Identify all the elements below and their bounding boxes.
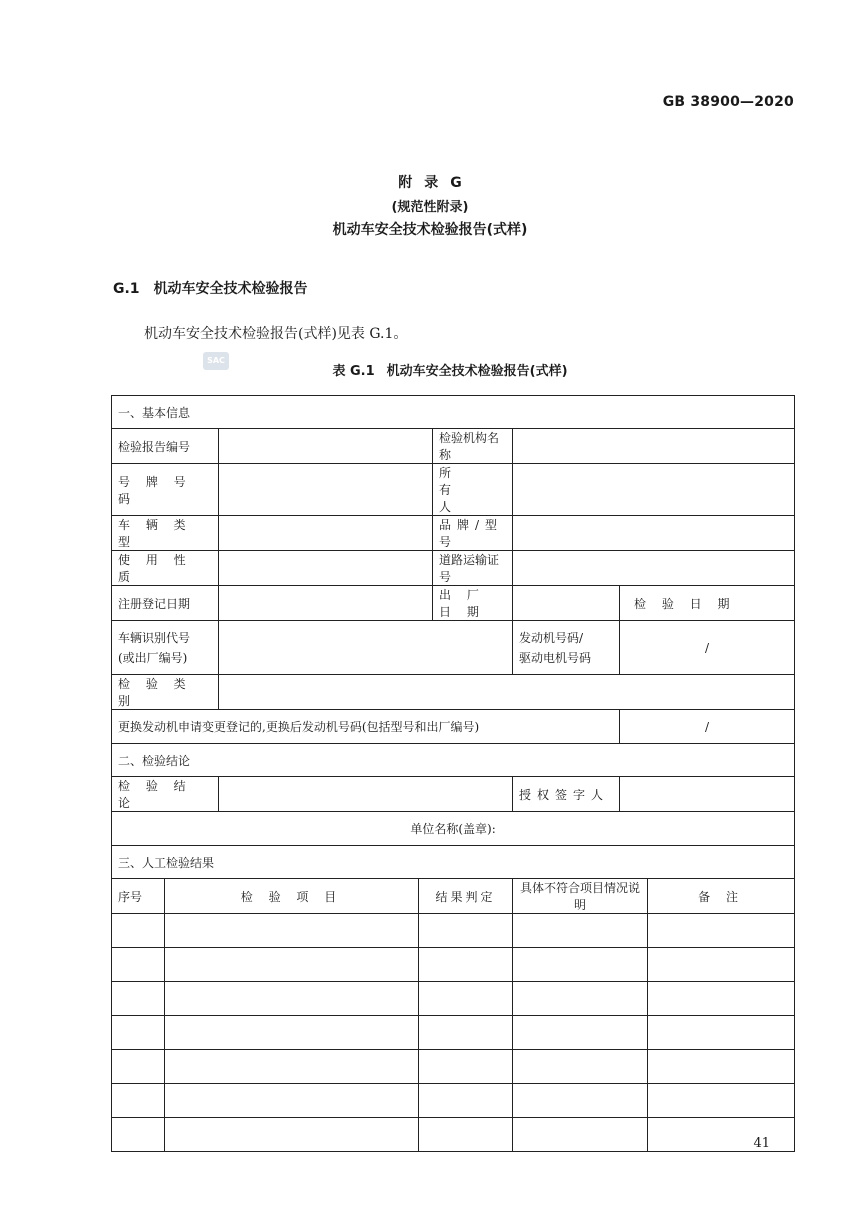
label-vin-line2: (或出厂编号) <box>118 650 188 665</box>
cell-seq[interactable] <box>112 1118 165 1152</box>
table-row <box>112 948 795 982</box>
label-engine-line1: 发动机号码/ <box>519 630 584 645</box>
label-road-permit: 道路运输证号 <box>433 551 513 586</box>
table-row <box>112 914 795 948</box>
field-conclusion[interactable] <box>219 777 513 812</box>
cell-remarks[interactable] <box>648 1050 795 1084</box>
field-agency-name[interactable] <box>513 429 795 464</box>
col-header-item: 检 验 项 目 <box>165 879 419 914</box>
field-brand-model[interactable] <box>513 516 795 551</box>
label-engine-change: 更换发动机申请变更登记的,更换后发动机号码(包括型号和出厂编号) <box>112 710 620 744</box>
cell-seq[interactable] <box>112 914 165 948</box>
label-engine-no <box>513 621 620 675</box>
cell-remarks[interactable] <box>648 1016 795 1050</box>
cell-remarks[interactable] <box>648 1084 795 1118</box>
table-caption-title: 机动车安全技术检验报告(式样) <box>386 364 568 379</box>
cell-result[interactable] <box>419 1084 513 1118</box>
field-engine-no[interactable]: / <box>620 621 795 675</box>
cell-item[interactable] <box>165 1118 419 1152</box>
table-caption <box>0 360 860 379</box>
field-vehicle-type[interactable] <box>219 516 433 551</box>
col-header-result: 结果判定 <box>419 879 513 914</box>
field-signatory[interactable] <box>620 777 795 812</box>
label-use-nature: 使 用 性 质 <box>112 551 219 586</box>
field-vin[interactable] <box>219 621 513 675</box>
cell-remarks[interactable] <box>648 1118 795 1152</box>
section-conclusion-heading: 二、检验结论 <box>112 744 795 777</box>
cell-result[interactable] <box>419 1118 513 1152</box>
label-inspect-category: 检 验 类 别 <box>112 675 219 710</box>
cell-remarks[interactable] <box>648 914 795 948</box>
cell-remarks[interactable] <box>648 948 795 982</box>
cell-item[interactable] <box>165 914 419 948</box>
section-number: G.1 <box>113 281 140 297</box>
label-agency-name: 检验机构名称 <box>433 429 513 464</box>
label-inspect-date <box>620 586 795 621</box>
appendix-label <box>0 172 860 192</box>
field-road-permit[interactable] <box>513 551 795 586</box>
field-engine-change[interactable]: / <box>620 710 795 744</box>
appendix-label-char: 录 <box>424 175 439 191</box>
field-reg-date[interactable] <box>219 586 433 621</box>
cell-description[interactable] <box>513 1084 648 1118</box>
label-vin <box>112 621 219 675</box>
table-row <box>112 1118 795 1152</box>
table-row <box>112 982 795 1016</box>
label-owner: 所 有 人 <box>433 464 513 516</box>
cell-item[interactable] <box>165 1016 419 1050</box>
table-row <box>112 1050 795 1084</box>
table-row <box>112 1084 795 1118</box>
cell-item[interactable] <box>165 1050 419 1084</box>
cell-item[interactable] <box>165 1084 419 1118</box>
cell-remarks[interactable] <box>648 982 795 1016</box>
cell-result[interactable] <box>419 1016 513 1050</box>
label-factory-date: 出 厂 日 期 <box>433 586 513 621</box>
cell-result[interactable] <box>419 982 513 1016</box>
col-header-description: 具体不符合项目情况说明 <box>513 879 648 914</box>
appendix-label-char: G <box>450 175 462 191</box>
inspection-report-table <box>111 395 795 1152</box>
cell-seq[interactable] <box>112 1084 165 1118</box>
label-inspect-date-text: 检 验 日 期 <box>634 596 736 611</box>
field-unit-seal[interactable] <box>112 812 795 846</box>
field-report-no[interactable] <box>219 429 433 464</box>
label-engine-line2: 驱动电机号码 <box>519 650 592 665</box>
table-caption-number: 表 G.1 <box>332 364 375 379</box>
appendix-title: 机动车安全技术检验报告(式样) <box>332 222 528 238</box>
cell-result[interactable] <box>419 914 513 948</box>
cell-item[interactable] <box>165 982 419 1016</box>
appendix-normative: (规范性附录) <box>391 200 469 215</box>
cell-description[interactable] <box>513 948 648 982</box>
field-use-nature[interactable] <box>219 551 433 586</box>
label-vehicle-type: 车 辆 类 型 <box>112 516 219 551</box>
cell-result[interactable] <box>419 948 513 982</box>
body-paragraph: 机动车安全技术检验报告(式样)见表 G.1。 <box>144 326 408 342</box>
section-basic-info-heading: 一、基本信息 <box>112 396 795 429</box>
cell-description[interactable] <box>513 1016 648 1050</box>
cell-item[interactable] <box>165 948 419 982</box>
section-title: 机动车安全技术检验报告 <box>153 281 308 297</box>
section-heading <box>113 278 308 298</box>
section-manual-heading: 三、人工检验结果 <box>112 846 795 879</box>
publisher-watermark-logo: SAC <box>203 352 229 370</box>
cell-result[interactable] <box>419 1050 513 1084</box>
cell-seq[interactable] <box>112 982 165 1016</box>
label-signatory: 授权签字人 <box>513 777 620 812</box>
cell-description[interactable] <box>513 982 648 1016</box>
field-inspect-category[interactable] <box>219 675 795 710</box>
cell-description[interactable] <box>513 914 648 948</box>
appendix-label-char: 附 <box>398 175 413 191</box>
cell-seq[interactable] <box>112 1016 165 1050</box>
field-factory-date[interactable] <box>513 586 620 621</box>
label-unit-seal: 单位名称(盖章): <box>410 822 496 836</box>
cell-seq[interactable] <box>112 948 165 982</box>
label-brand-model: 品牌/型号 <box>433 516 513 551</box>
field-owner[interactable] <box>513 464 795 516</box>
standard-code: GB 38900—2020 <box>662 94 794 110</box>
label-conclusion: 检 验 结 论 <box>112 777 219 812</box>
table-row <box>112 1016 795 1050</box>
label-report-no: 检验报告编号 <box>112 429 219 464</box>
cell-seq[interactable] <box>112 1050 165 1084</box>
col-header-seq: 序号 <box>112 879 165 914</box>
label-plate-no: 号 牌 号 码 <box>112 464 219 516</box>
cell-description[interactable] <box>513 1050 648 1084</box>
col-header-remarks: 备 注 <box>648 879 795 914</box>
cell-description[interactable] <box>513 1118 648 1152</box>
label-vin-line1: 车辆识别代号 <box>118 630 191 645</box>
field-plate-no[interactable] <box>219 464 433 516</box>
page-number: 41 <box>753 1136 770 1151</box>
label-reg-date: 注册登记日期 <box>112 586 219 621</box>
manual-rows <box>112 914 795 1152</box>
